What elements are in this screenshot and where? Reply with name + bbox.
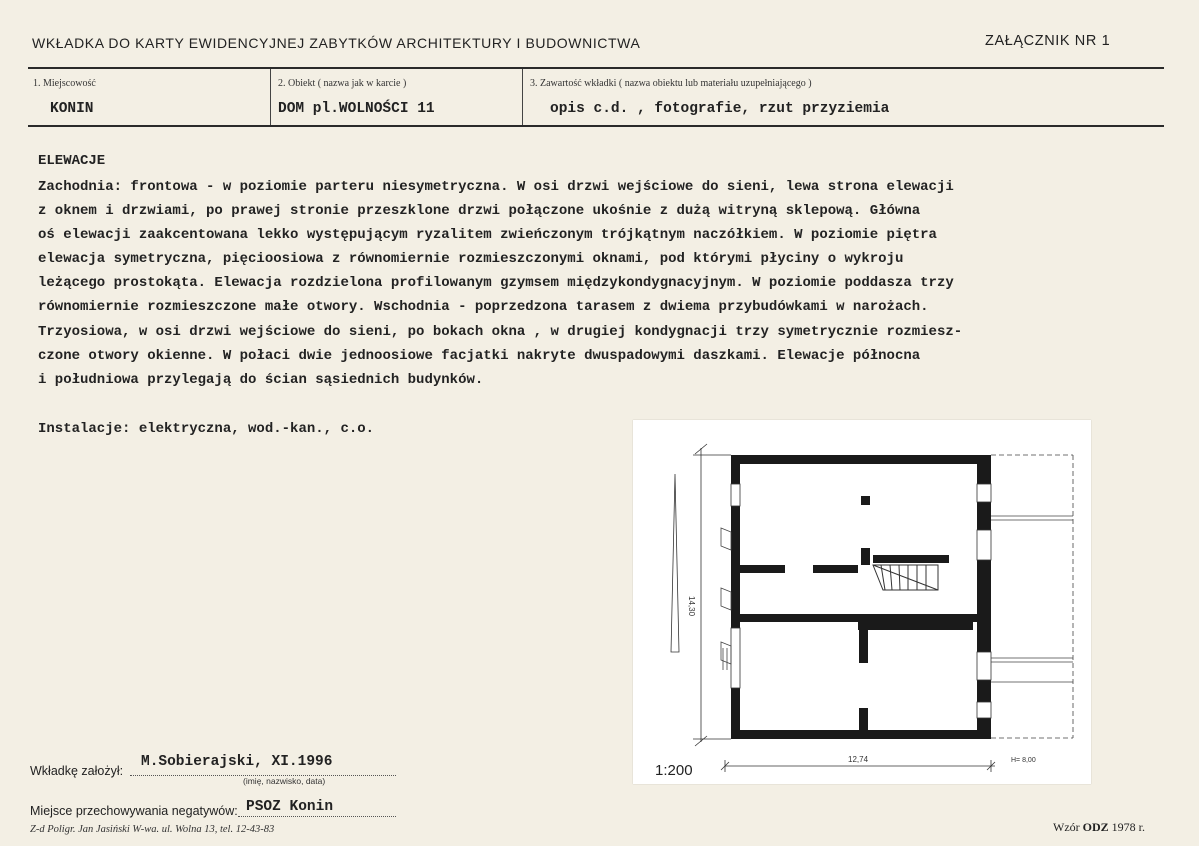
header-bottom-rule	[28, 125, 1164, 127]
floor-plan-drawing	[633, 420, 1091, 784]
field-value-locality: KONIN	[50, 101, 94, 117]
created-by-value: M.Sobierajski, XI.1996	[141, 754, 333, 770]
field-divider-1	[270, 69, 271, 125]
created-by-hint: (imię, nazwisko, data)	[243, 776, 326, 786]
form-title: WKŁADKA DO KARTY EWIDENCYJNEJ ZABYTKÓW ARCHITEKTURY I BUDOWNICTWA	[32, 35, 641, 51]
height-note: H= 8,00	[1011, 757, 1036, 764]
description-line: elewacja symetryczna, pięcioosiowa z równomiernie rozmieszczonymi oknami, pod którymi płyciny o wykroju	[38, 251, 904, 268]
field-label-locality: 1. Miejscowość	[33, 78, 96, 89]
form-model-year: 1978 r.	[1111, 820, 1146, 834]
vertical-dimension-label: 14,30	[687, 596, 696, 617]
description-line: równomiernie rozmieszczone małe otwory. Wschodnia - poprzedzona tarasem z dwiema przybudówkami w narożach.	[38, 299, 929, 316]
negatives-dotted-line	[238, 816, 396, 817]
form-model-prefix: Wzór	[1053, 820, 1080, 834]
horizontal-dimension-label: 12,74	[848, 755, 869, 764]
plan-scale: 1:200	[655, 762, 693, 779]
installations-text: Instalacje: elektryczna, wod.-kan., c.o.	[38, 421, 375, 437]
field-divider-2	[522, 69, 523, 125]
header-top-rule	[28, 67, 1164, 69]
description-line: Zachodnia: frontowa - w poziomie parteru niesymetryczna. W osi drzwi wejściowe do sieni, lewa strona elewacji	[38, 179, 954, 195]
negatives-location-label: Miejsce przechowywania negatywów:	[30, 804, 238, 818]
negatives-location-value: PSOZ Konin	[246, 799, 334, 815]
field-value-object: DOM pl.WOLNOŚCI 11	[278, 101, 435, 117]
annex-number: ZAŁĄCZNIK NR 1	[985, 33, 1111, 49]
description-line: i południowa przylegają do ścian sąsiednich budynków.	[38, 371, 484, 388]
section-heading-elevations: ELEWACJE	[38, 153, 106, 169]
form-model-code: ODZ	[1082, 820, 1109, 834]
printer-imprint: Z-d Poligr. Jan Jasiński W-wa. ul. Wolna 13, tel. 12-43-83	[30, 824, 275, 835]
field-label-contents: 3. Zawartość wkładki ( nazwa obiektu lub materiału uzupełniającego )	[530, 78, 812, 89]
ground-floor-plan	[633, 420, 1091, 784]
created-by-label: Wkładkę założył:	[30, 764, 124, 778]
form-model	[1053, 820, 1145, 835]
field-value-contents: opis c.d. , fotografie, rzut przyziemia	[550, 101, 890, 117]
description-line: z oknem i drzwiami, po prawej stronie przeszklone drzwi połączone ukośnie z dużą witryną sklepową. Główna	[38, 203, 921, 220]
description-line: leżącego prostokąta. Elewacja rozdzielona profilowanym gzymsem międzykondygnacyjnym. W poziomie poddasza trzy	[38, 275, 954, 292]
elevations-description	[38, 175, 1198, 392]
description-line: Trzyosiowa, w osi drzwi wejściowe do sieni, po bokach okna , w drugiej kondygnacji trzy symetrycznie rozmiesz-	[38, 323, 963, 340]
description-line: oś elewacji zaakcentowana lekko występującym ryzalitem zwieńczonym trójkątnym naczółkiem. W poziomie piętra	[38, 227, 937, 244]
field-label-object: 2. Obiekt ( nazwa jak w karcie )	[278, 78, 407, 89]
description-line: czone otwory okienne. W połaci dwie jednoosiowe facjatki nakryte dwuspadowymi daszkami. Elewacje północna	[38, 347, 921, 364]
